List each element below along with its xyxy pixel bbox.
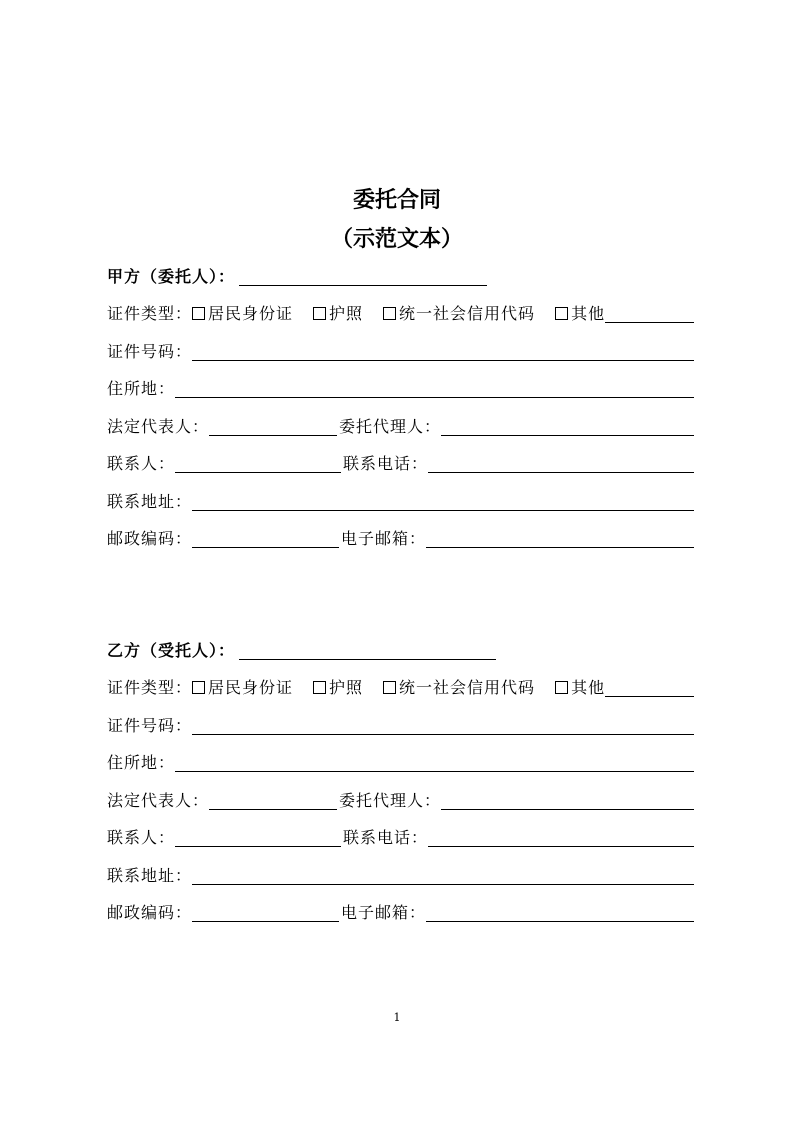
document-title: 委托合同: [352, 187, 441, 213]
checkbox-icon[interactable]: [383, 681, 396, 694]
party-b-id-type-row: [107, 673, 694, 699]
party-b-address-row: [107, 748, 694, 774]
party-b-name-field[interactable]: [239, 639, 496, 660]
id-option-resident-card[interactable]: 居民身份证: [192, 677, 293, 699]
address-field[interactable]: [175, 377, 694, 398]
party-b-contact-address-row: [107, 861, 694, 887]
checkbox-icon[interactable]: [555, 681, 568, 694]
postcode-field[interactable]: [192, 527, 339, 548]
contact-label: 联系人：: [107, 454, 176, 473]
id-type-label: 证件类型：: [107, 678, 193, 697]
address-label: 住所地：: [107, 753, 176, 772]
legal-rep-field[interactable]: [209, 789, 337, 810]
id-option-other[interactable]: 其他: [555, 303, 605, 325]
id-type-label: 证件类型：: [107, 304, 193, 323]
contact-field[interactable]: [175, 826, 341, 847]
phone-label: 联系电话：: [343, 454, 429, 473]
email-field[interactable]: [426, 527, 694, 548]
email-label: 电子邮箱：: [341, 529, 427, 548]
id-option-passport[interactable]: 护照: [313, 677, 363, 699]
contact-field[interactable]: [175, 452, 341, 473]
agent-field[interactable]: [441, 789, 694, 810]
id-other-field[interactable]: [605, 676, 694, 697]
party-b-contact-row: [107, 823, 694, 849]
party-a-name-field[interactable]: [239, 265, 487, 286]
contact-address-label: 联系地址：: [107, 866, 193, 885]
page-number: 1: [393, 1011, 401, 1024]
id-number-label: 证件号码：: [107, 342, 193, 361]
legal-rep-label: 法定代表人：: [107, 417, 210, 436]
id-option-credit-code[interactable]: 统一社会信用代码: [383, 303, 535, 325]
address-field[interactable]: [175, 751, 694, 772]
contact-address-label: 联系地址：: [107, 492, 193, 511]
party-a-heading: 甲方（委托人）：: [107, 267, 236, 286]
party-b-postcode-row: [107, 898, 694, 924]
party-b-legal-rep-row: [107, 786, 694, 812]
party-b-heading-row: [107, 636, 694, 662]
agent-label: 委托代理人：: [339, 791, 442, 810]
legal-rep-label: 法定代表人：: [107, 791, 210, 810]
party-a-address-row: [107, 374, 694, 400]
id-option-resident-card[interactable]: 居民身份证: [192, 303, 293, 325]
contact-address-field[interactable]: [192, 490, 694, 511]
checkbox-icon[interactable]: [313, 307, 326, 320]
party-a-heading-row: [107, 262, 694, 288]
party-a-contact-row: [107, 449, 694, 475]
checkbox-icon[interactable]: [192, 681, 205, 694]
postcode-label: 邮政编码：: [107, 529, 193, 548]
id-option-other[interactable]: 其他: [555, 677, 605, 699]
phone-label: 联系电话：: [343, 828, 429, 847]
id-number-label: 证件号码：: [107, 716, 193, 735]
party-a-id-number-row: [107, 337, 694, 363]
checkbox-icon[interactable]: [383, 307, 396, 320]
id-option-passport[interactable]: 护照: [313, 303, 363, 325]
party-a-contact-address-row: [107, 487, 694, 513]
party-a-legal-rep-row: [107, 412, 694, 438]
party-b-heading: 乙方（受托人）：: [107, 641, 236, 660]
email-field[interactable]: [426, 901, 694, 922]
postcode-field[interactable]: [192, 901, 339, 922]
email-label: 电子邮箱：: [341, 903, 427, 922]
document-subtitle: （示范文本）: [330, 226, 463, 252]
phone-field[interactable]: [428, 452, 694, 473]
agent-field[interactable]: [441, 415, 694, 436]
contact-label: 联系人：: [107, 828, 176, 847]
postcode-label: 邮政编码：: [107, 903, 193, 922]
party-a-postcode-row: [107, 524, 694, 550]
checkbox-icon[interactable]: [555, 307, 568, 320]
checkbox-icon[interactable]: [192, 307, 205, 320]
address-label: 住所地：: [107, 379, 176, 398]
id-option-credit-code[interactable]: 统一社会信用代码: [383, 677, 535, 699]
id-number-field[interactable]: [192, 340, 694, 361]
phone-field[interactable]: [428, 826, 694, 847]
id-number-field[interactable]: [192, 714, 694, 735]
legal-rep-field[interactable]: [209, 415, 337, 436]
party-a-id-type-row: [107, 299, 694, 325]
party-b-id-number-row: [107, 711, 694, 737]
agent-label: 委托代理人：: [339, 417, 442, 436]
id-other-field[interactable]: [605, 302, 694, 323]
checkbox-icon[interactable]: [313, 681, 326, 694]
contact-address-field[interactable]: [192, 864, 694, 885]
